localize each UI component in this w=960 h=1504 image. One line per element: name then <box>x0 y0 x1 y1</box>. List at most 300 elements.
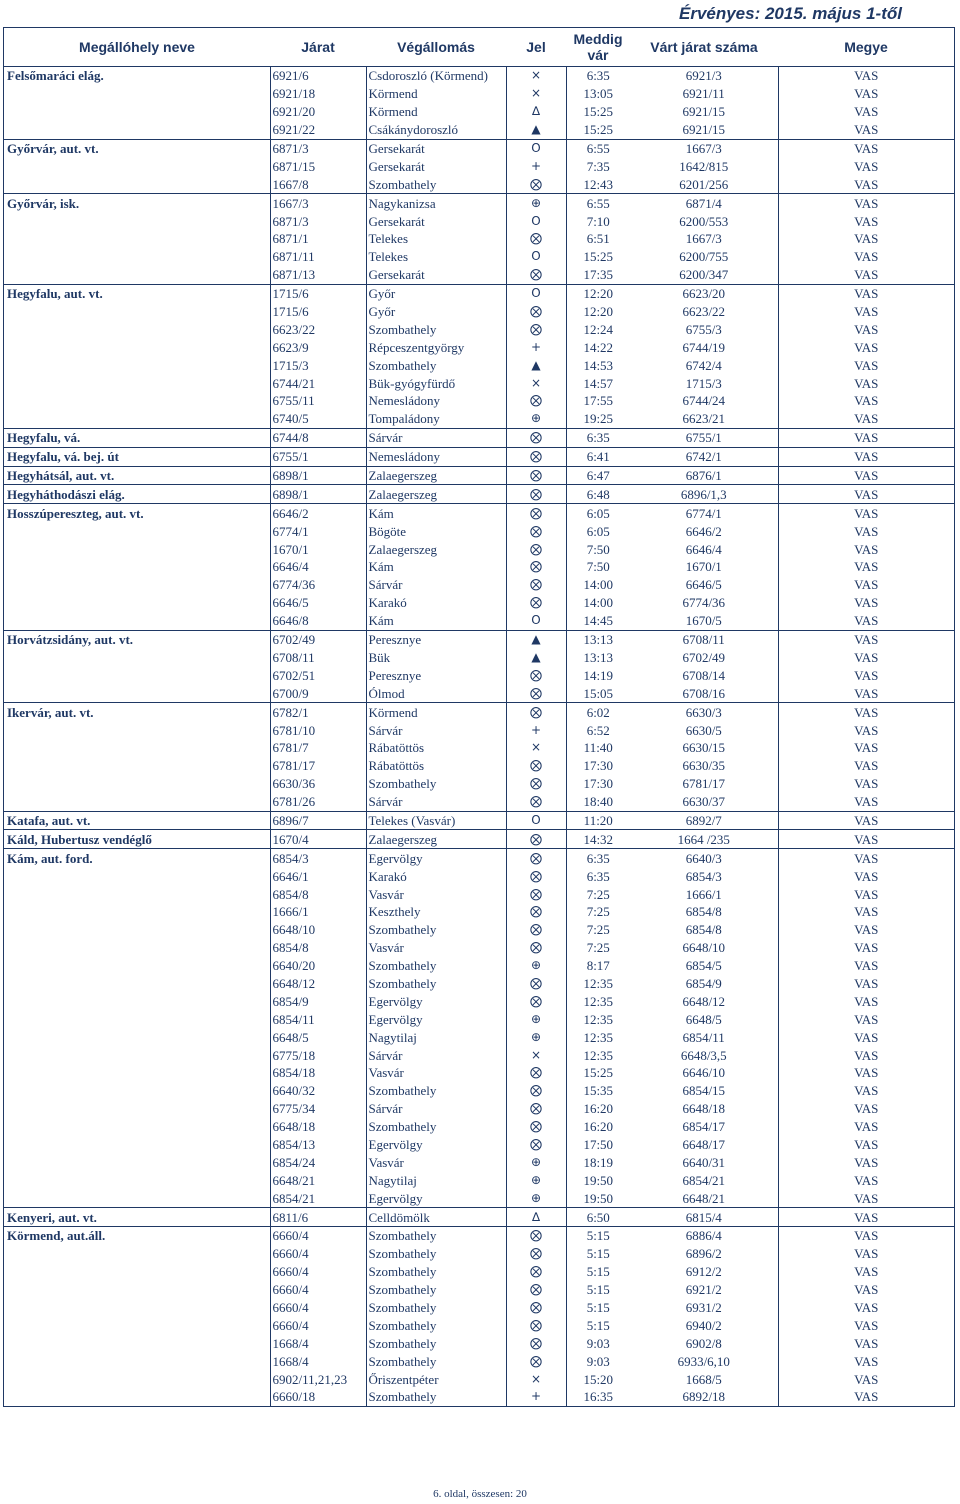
cell-stop-name <box>4 522 270 540</box>
table-row <box>4 392 954 410</box>
cell-stop-name <box>4 1263 270 1281</box>
cell-jarat: 6660/4 <box>270 1281 366 1299</box>
cell-meddig-var: 6:41 <box>566 447 630 466</box>
cell-jarat: 6854/8 <box>270 885 366 903</box>
cell-megye: VAS <box>778 1028 954 1046</box>
header-jel: Jel <box>506 28 566 67</box>
cell-stop-name <box>4 157 270 175</box>
cell-vart-jarat: 6854/8 <box>685 904 722 920</box>
cell-jel-symbol: ▲ <box>506 630 566 648</box>
cell-vart-jarat: 6630/37 <box>682 794 726 810</box>
cell-stop-name <box>4 1334 270 1352</box>
cell-jel-symbol: ∆ <box>506 1208 566 1227</box>
cell-stop-name <box>4 903 270 921</box>
cell-vegallomas: Keszthely <box>366 903 506 921</box>
cell-vart-jarat: 6755/1 <box>630 428 778 447</box>
cell-jel-symbol: ⨂ <box>506 558 566 576</box>
cell-jel-symbol: ⨂ <box>506 266 566 284</box>
table-row <box>4 1245 954 1263</box>
cell-meddig-var: 6:35 <box>566 867 630 885</box>
cell-stop-name <box>4 957 270 975</box>
cell-meddig-var: 7:10 <box>566 212 630 230</box>
cell-megye: VAS <box>778 957 954 975</box>
cell-megye: VAS <box>778 1352 954 1370</box>
cell-meddig-var: 6:47 <box>566 466 630 485</box>
cell-megye: VAS <box>778 1334 954 1352</box>
table-row <box>4 867 954 885</box>
cell-megye: VAS <box>778 85 954 103</box>
cell-jarat: 6648/18 <box>270 1118 366 1136</box>
cell-jarat: 6660/4 <box>270 1299 366 1317</box>
cell-megye: VAS <box>778 1082 954 1100</box>
cell-meddig-var: 6:05 <box>566 504 630 522</box>
cell-jarat: 6744/21 <box>270 374 366 392</box>
table-row <box>4 1316 954 1334</box>
cell-stop-name <box>4 1136 270 1154</box>
cell-vart-jarat: 6854/9 <box>685 975 722 991</box>
cell-megye: VAS <box>778 504 954 522</box>
cell-meddig-var: 14:45 <box>566 612 630 630</box>
cell-vegallomas: Sárvár <box>366 1046 506 1064</box>
cell-jel-symbol: ⨂ <box>506 666 566 684</box>
cell-jel-symbol: ⨂ <box>506 1245 566 1263</box>
cell-vegallomas: Peresznye <box>366 666 506 684</box>
cell-vegallomas: Egervölgy <box>366 1136 506 1154</box>
cell-megye: VAS <box>778 1100 954 1118</box>
cell-jarat: 6902/11,21,23 <box>270 1370 366 1388</box>
cell-jarat: 6660/4 <box>270 1245 366 1263</box>
cell-jarat: 1715/3 <box>270 356 366 374</box>
cell-megye: VAS <box>778 540 954 558</box>
table-row <box>4 649 954 667</box>
cell-vart-jarat: 6630/15 <box>682 740 726 756</box>
cell-vegallomas: Szombathely <box>366 1281 506 1299</box>
cell-megye: VAS <box>778 1010 954 1028</box>
cell-jel-symbol: ⨂ <box>506 1334 566 1352</box>
cell-meddig-var: 16:35 <box>566 1388 630 1406</box>
cell-jel-symbol: ⨂ <box>506 684 566 702</box>
cell-vegallomas: Körmend <box>366 703 506 721</box>
cell-stop-name <box>4 612 270 630</box>
cell-stop-name: Hosszúpereszteg, aut. vt. <box>4 504 270 522</box>
cell-jarat: 1667/3 <box>270 194 366 212</box>
cell-vegallomas: Telekes (Vasvár) <box>366 811 506 830</box>
cell-jarat: 6921/6 <box>270 67 366 85</box>
cell-jel-symbol: + <box>506 1388 566 1406</box>
cell-vart-jarat: 6921/3 <box>685 68 722 84</box>
cell-meddig-var: 17:30 <box>566 757 630 775</box>
cell-meddig-var: 13:13 <box>566 649 630 667</box>
cell-stop-name: Katafa, aut. vt. <box>4 811 270 830</box>
header-stop: Megállóhely neve <box>4 28 270 67</box>
cell-megye: VAS <box>778 849 954 867</box>
cell-jel-symbol: ⨂ <box>506 1118 566 1136</box>
cell-jarat: 6896/7 <box>270 811 366 830</box>
table-row <box>4 903 954 921</box>
cell-jarat: 6921/20 <box>270 103 366 121</box>
cell-jarat: 6775/18 <box>270 1046 366 1064</box>
cell-vart-jarat: 6630/35 <box>682 758 726 774</box>
cell-vart-jarat: 6708/16 <box>682 685 726 701</box>
cell-jel-symbol: ⨂ <box>506 175 566 193</box>
cell-jarat: 6781/17 <box>270 757 366 775</box>
cell-megye: VAS <box>778 775 954 793</box>
cell-megye: VAS <box>778 811 954 830</box>
cell-megye: VAS <box>778 903 954 921</box>
cell-meddig-var: 11:40 <box>566 739 630 757</box>
cell-jel-symbol: ⨂ <box>506 1227 566 1245</box>
cell-jel-symbol: × <box>506 67 566 85</box>
cell-stop-name: Kenyeri, aut. vt. <box>4 1208 270 1227</box>
cell-vegallomas: Egervölgy <box>366 1189 506 1207</box>
table-row <box>4 212 954 230</box>
cell-jarat: 6854/9 <box>270 992 366 1010</box>
cell-vart-jarat: 6854/11 <box>682 1029 725 1045</box>
cell-stop-name: Káld, Hubertusz vendéglő <box>4 830 270 849</box>
cell-megye: VAS <box>778 522 954 540</box>
cell-megye: VAS <box>778 867 954 885</box>
cell-megye: VAS <box>778 921 954 939</box>
cell-meddig-var: 15:20 <box>566 1370 630 1388</box>
cell-stop-name <box>4 1388 270 1406</box>
cell-jel-symbol: O <box>506 248 566 266</box>
cell-meddig-var: 5:15 <box>566 1299 630 1317</box>
cell-stop-name: Kám, aut. ford. <box>4 849 270 867</box>
cell-vegallomas: Szombathely <box>366 320 506 338</box>
cell-jel-symbol: ⨂ <box>506 1316 566 1334</box>
cell-jel-symbol: ⊕ <box>506 1189 566 1207</box>
cell-stop-name <box>4 867 270 885</box>
table-row <box>4 1388 954 1406</box>
cell-stop-name <box>4 1082 270 1100</box>
cell-vart-jarat: 6886/4 <box>630 1227 778 1245</box>
validity-date: Érvényes: 2015. május 1-től <box>678 4 902 23</box>
cell-jel-symbol: ⨂ <box>506 504 566 522</box>
cell-stop-name <box>4 1189 270 1207</box>
cell-megye: VAS <box>778 1281 954 1299</box>
table-row <box>4 139 954 157</box>
cell-megye: VAS <box>778 356 954 374</box>
table-row <box>4 830 954 849</box>
cell-jarat: 6871/13 <box>270 266 366 284</box>
cell-vegallomas: Szombathely <box>366 957 506 975</box>
cell-vart-jarat: 6921/15 <box>682 104 726 120</box>
table-row <box>4 1028 954 1046</box>
cell-vegallomas: Egervölgy <box>366 1010 506 1028</box>
cell-vart-jarat: 6630/3 <box>630 703 778 721</box>
cell-jel-symbol: ▲ <box>506 121 566 139</box>
cell-meddig-var: 7:50 <box>566 540 630 558</box>
cell-jarat: 6898/1 <box>270 485 366 504</box>
cell-jel-symbol: O <box>506 212 566 230</box>
cell-vegallomas: Karakó <box>366 594 506 612</box>
cell-jel-symbol: ⨂ <box>506 1100 566 1118</box>
cell-vart-jarat: 6854/21 <box>682 1172 726 1188</box>
cell-meddig-var: 6:02 <box>566 703 630 721</box>
cell-vart-jarat: 6896/1,3 <box>630 485 778 504</box>
table-row <box>4 428 954 447</box>
cell-stop-name <box>4 1028 270 1046</box>
table-header-row <box>4 28 954 67</box>
table-row <box>4 320 954 338</box>
cell-stop-name <box>4 121 270 139</box>
cell-megye: VAS <box>778 1299 954 1317</box>
cell-vegallomas: Vasvár <box>366 885 506 903</box>
cell-jarat: 6740/5 <box>270 410 366 428</box>
cell-jarat: 6854/11 <box>270 1010 366 1028</box>
cell-jarat: 6755/1 <box>270 447 366 466</box>
cell-vart-jarat: 6648/5 <box>685 1011 722 1027</box>
cell-meddig-var: 6:50 <box>566 1208 630 1227</box>
table-row <box>4 1136 954 1154</box>
header-vart: Várt járat száma <box>630 28 778 67</box>
cell-meddig-var: 7:25 <box>566 921 630 939</box>
cell-jel-symbol: ∆ <box>506 103 566 121</box>
cell-vart-jarat: 6742/4 <box>685 357 722 373</box>
cell-jel-symbol: ⨂ <box>506 1281 566 1299</box>
cell-megye: VAS <box>778 1227 954 1245</box>
cell-vart-jarat: 6646/4 <box>685 541 722 557</box>
cell-meddig-var: 14:19 <box>566 666 630 684</box>
cell-megye: VAS <box>778 230 954 248</box>
cell-megye: VAS <box>778 410 954 428</box>
table-row <box>4 1189 954 1207</box>
cell-vart-jarat: 6774/36 <box>682 595 726 611</box>
cell-vart-jarat: 1670/1 <box>685 559 722 575</box>
cell-vart-jarat: 1668/5 <box>685 1371 722 1387</box>
cell-meddig-var: 17:30 <box>566 775 630 793</box>
table-row <box>4 540 954 558</box>
cell-megye: VAS <box>778 885 954 903</box>
table-row <box>4 175 954 193</box>
cell-jel-symbol: × <box>506 85 566 103</box>
cell-vart-jarat: 6648/18 <box>682 1101 726 1117</box>
cell-jarat: 6755/11 <box>270 392 366 410</box>
cell-jarat: 6774/36 <box>270 576 366 594</box>
cell-meddig-var: 11:20 <box>566 811 630 830</box>
cell-stop-name <box>4 1370 270 1388</box>
cell-meddig-var: 6:35 <box>566 849 630 867</box>
cell-megye: VAS <box>778 721 954 739</box>
cell-jarat: 6660/4 <box>270 1263 366 1281</box>
cell-jel-symbol: × <box>506 739 566 757</box>
cell-jel-symbol: O <box>506 139 566 157</box>
cell-meddig-var: 14:53 <box>566 356 630 374</box>
table-row <box>4 1153 954 1171</box>
cell-megye: VAS <box>778 284 954 302</box>
cell-meddig-var: 7:50 <box>566 558 630 576</box>
table-row <box>4 121 954 139</box>
cell-megye: VAS <box>778 666 954 684</box>
cell-stop-name: Hegyháthodászi elág. <box>4 485 270 504</box>
cell-vegallomas: Szombathely <box>366 1352 506 1370</box>
cell-stop-name: Horvátzsidány, aut. vt. <box>4 630 270 648</box>
cell-vart-jarat: 6200/755 <box>679 249 729 265</box>
cell-jarat: 6700/9 <box>270 684 366 702</box>
cell-megye: VAS <box>778 594 954 612</box>
cell-megye: VAS <box>778 1136 954 1154</box>
cell-stop-name: Győrvár, isk. <box>4 194 270 212</box>
cell-meddig-var: 15:25 <box>566 1064 630 1082</box>
cell-jarat: 6640/20 <box>270 957 366 975</box>
table-row <box>4 266 954 284</box>
cell-vart-jarat: 6742/1 <box>630 447 778 466</box>
cell-vart-jarat: 6648/10 <box>682 940 726 956</box>
cell-vegallomas: Körmend <box>366 103 506 121</box>
cell-jel-symbol: ⨂ <box>506 867 566 885</box>
cell-meddig-var: 12:35 <box>566 1046 630 1064</box>
table-row <box>4 757 954 775</box>
table-row <box>4 103 954 121</box>
cell-megye: VAS <box>778 939 954 957</box>
table-row <box>4 356 954 374</box>
cell-stop-name: Körmend, aut.áll. <box>4 1227 270 1245</box>
cell-jarat: 6646/2 <box>270 504 366 522</box>
cell-jel-symbol: ⨂ <box>506 939 566 957</box>
cell-megye: VAS <box>778 1208 954 1227</box>
cell-stop-name <box>4 175 270 193</box>
cell-meddig-var: 13:05 <box>566 85 630 103</box>
cell-jarat: 6623/9 <box>270 338 366 356</box>
table-row <box>4 739 954 757</box>
cell-stop-name <box>4 374 270 392</box>
cell-meddig-var: 13:13 <box>566 630 630 648</box>
cell-meddig-var: 14:00 <box>566 594 630 612</box>
cell-stop-name <box>4 230 270 248</box>
cell-megye: VAS <box>778 466 954 485</box>
cell-meddig-var: 19:25 <box>566 410 630 428</box>
cell-vegallomas: Vasvár <box>366 1153 506 1171</box>
table-row <box>4 1010 954 1028</box>
cell-jel-symbol: ⨂ <box>506 992 566 1010</box>
cell-jarat: 6781/10 <box>270 721 366 739</box>
cell-jel-symbol: O <box>506 612 566 630</box>
cell-vart-jarat: 6933/6,10 <box>677 1353 730 1369</box>
cell-megye: VAS <box>778 630 954 648</box>
cell-jarat: 6646/1 <box>270 867 366 885</box>
cell-vart-jarat: 6781/17 <box>682 776 726 792</box>
cell-jel-symbol: ⨂ <box>506 466 566 485</box>
cell-vart-jarat: 1667/3 <box>685 231 722 247</box>
cell-stop-name <box>4 248 270 266</box>
cell-meddig-var: 12:20 <box>566 284 630 302</box>
page-footer: 6. oldal, összesen: 20 <box>433 1488 527 1500</box>
cell-meddig-var: 7:35 <box>566 157 630 175</box>
cell-jel-symbol: ⨂ <box>506 1352 566 1370</box>
cell-vart-jarat: 6921/15 <box>682 122 726 138</box>
cell-vart-jarat: 6815/4 <box>630 1208 778 1227</box>
table-row <box>4 248 954 266</box>
cell-vegallomas: Ólmod <box>366 684 506 702</box>
cell-vart-jarat: 6708/14 <box>682 667 726 683</box>
cell-jel-symbol: ⊕ <box>506 957 566 975</box>
cell-jarat: 1668/4 <box>270 1334 366 1352</box>
header-megye: Megye <box>778 28 954 67</box>
cell-megye: VAS <box>778 703 954 721</box>
cell-jarat: 6648/10 <box>270 921 366 939</box>
cell-vart-jarat: 1642/815 <box>679 158 729 174</box>
cell-vegallomas: Szombathely <box>366 1082 506 1100</box>
cell-vegallomas: Vasvár <box>366 939 506 957</box>
cell-vegallomas: Egervölgy <box>366 849 506 867</box>
cell-vart-jarat: 1664 /235 <box>630 830 778 849</box>
cell-stop-name <box>4 558 270 576</box>
cell-megye: VAS <box>778 1118 954 1136</box>
cell-jel-symbol: ⊕ <box>506 1028 566 1046</box>
cell-stop-name <box>4 885 270 903</box>
cell-megye: VAS <box>778 684 954 702</box>
cell-meddig-var: 6:35 <box>566 428 630 447</box>
cell-vart-jarat: 6702/49 <box>682 649 726 665</box>
table-row <box>4 811 954 830</box>
table-row <box>4 230 954 248</box>
cell-jel-symbol: ⨂ <box>506 485 566 504</box>
cell-meddig-var: 6:52 <box>566 721 630 739</box>
cell-stop-name <box>4 775 270 793</box>
cell-megye: VAS <box>778 975 954 993</box>
cell-vart-jarat: 6896/2 <box>685 1246 722 1262</box>
cell-megye: VAS <box>778 739 954 757</box>
cell-jarat: 6660/4 <box>270 1316 366 1334</box>
cell-vegallomas: Gersekarát <box>366 266 506 284</box>
table-body <box>4 67 954 1406</box>
cell-jarat: 6781/26 <box>270 793 366 811</box>
cell-jarat: 1715/6 <box>270 284 366 302</box>
cell-vegallomas: Celldömölk <box>366 1208 506 1227</box>
cell-vegallomas: Szombathely <box>366 1245 506 1263</box>
cell-vegallomas: Szombathely <box>366 1334 506 1352</box>
cell-stop-name <box>4 1064 270 1082</box>
cell-vegallomas: Szombathely <box>366 1388 506 1406</box>
cell-vegallomas: Peresznye <box>366 630 506 648</box>
cell-jel-symbol: ▲ <box>506 356 566 374</box>
table-row <box>4 576 954 594</box>
cell-jel-symbol: + <box>506 721 566 739</box>
cell-jarat: 1715/6 <box>270 303 366 321</box>
cell-stop-name <box>4 739 270 757</box>
cell-jel-symbol: ⨂ <box>506 1299 566 1317</box>
cell-vart-jarat: 6854/5 <box>685 958 722 974</box>
cell-jarat: 6871/1 <box>270 230 366 248</box>
cell-megye: VAS <box>778 1263 954 1281</box>
cell-jarat: 6774/1 <box>270 522 366 540</box>
table-row <box>4 1118 954 1136</box>
cell-stop-name <box>4 1299 270 1317</box>
cell-meddig-var: 8:17 <box>566 957 630 975</box>
cell-megye: VAS <box>778 485 954 504</box>
cell-stop-name: Felsőmaráci elág. <box>7 68 104 84</box>
cell-meddig-var: 12:35 <box>566 1010 630 1028</box>
table-row <box>4 939 954 957</box>
table-row <box>4 504 954 522</box>
cell-vart-jarat: 6640/3 <box>630 849 778 867</box>
cell-stop-name <box>4 793 270 811</box>
cell-vart-jarat: 6648/3,5 <box>680 1047 727 1063</box>
table-row <box>4 793 954 811</box>
cell-megye: VAS <box>778 103 954 121</box>
cell-vegallomas: Győr <box>366 303 506 321</box>
cell-jarat: 6630/36 <box>270 775 366 793</box>
cell-jel-symbol: ⊕ <box>506 410 566 428</box>
cell-vart-jarat: 1667/3 <box>630 139 778 157</box>
cell-jel-symbol: ⨂ <box>506 1082 566 1100</box>
cell-jel-symbol: ⨂ <box>506 703 566 721</box>
cell-vegallomas: Egervölgy <box>366 992 506 1010</box>
cell-meddig-var: 6:48 <box>566 485 630 504</box>
cell-vegallomas: Gersekarát <box>366 157 506 175</box>
table-row <box>4 1299 954 1317</box>
cell-vart-jarat: 6892/7 <box>630 811 778 830</box>
